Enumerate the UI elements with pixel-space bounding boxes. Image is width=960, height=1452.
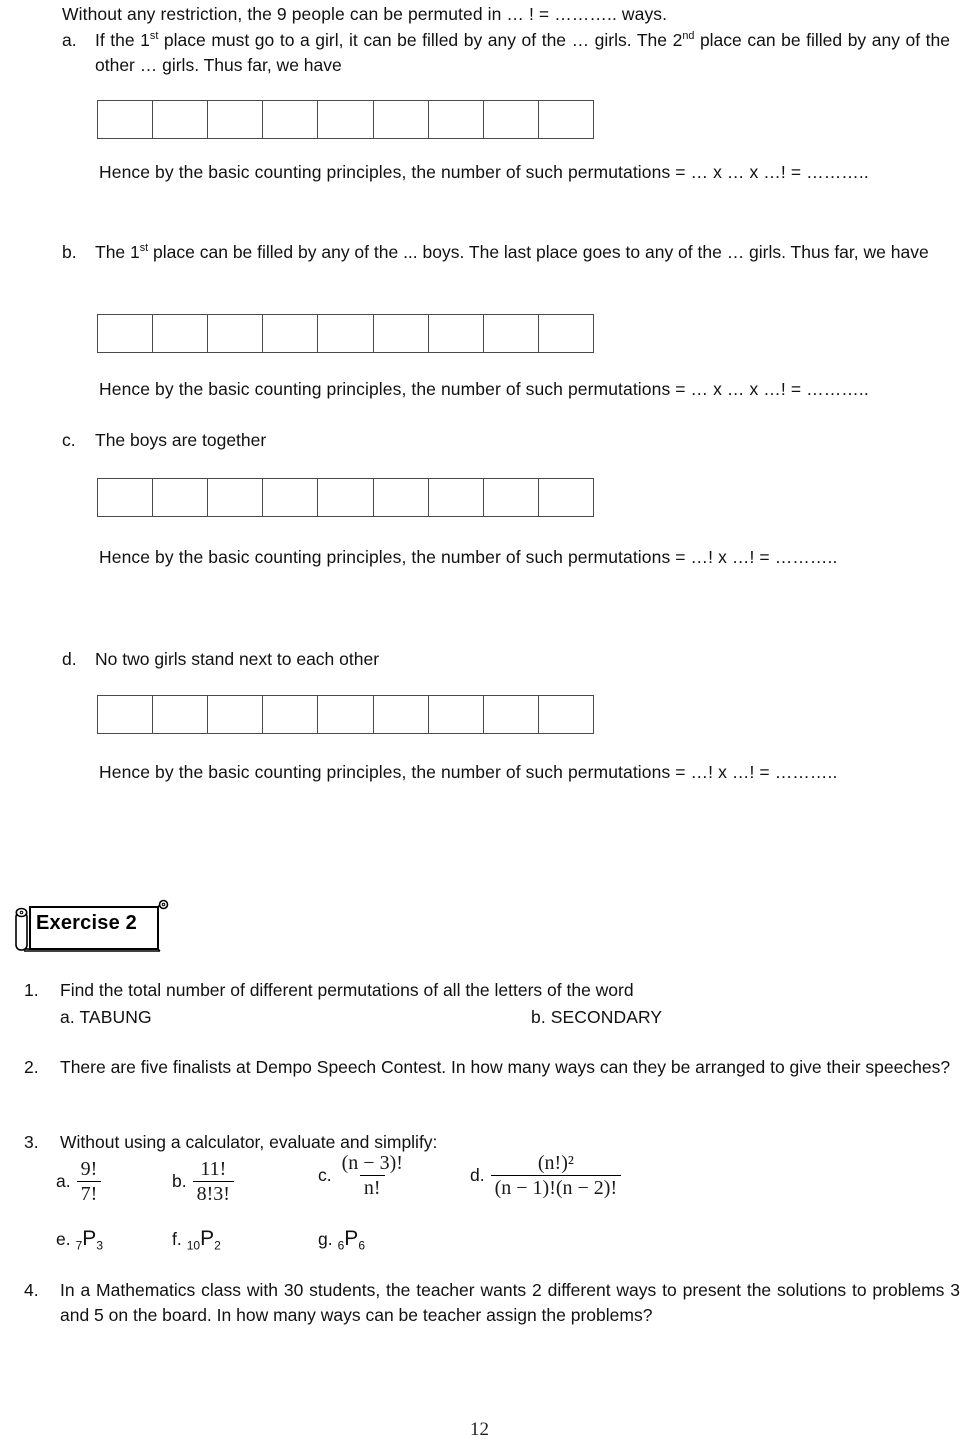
grid-cell[interactable]	[429, 101, 484, 138]
part-d-text: No two girls stand next to each other	[95, 649, 380, 669]
grid-cell[interactable]	[208, 479, 263, 516]
grid-cell[interactable]	[153, 101, 208, 138]
question-1-number: 1.	[24, 980, 39, 1000]
grid-cell[interactable]	[539, 696, 594, 733]
grid-cell[interactable]	[374, 479, 429, 516]
grid-cell[interactable]	[318, 696, 373, 733]
question-3-number: 3.	[24, 1132, 39, 1152]
part-b-marker: b.	[62, 242, 77, 262]
permutation-e-left-sub: 7	[75, 1238, 83, 1253]
part-d-conclusion: Hence by the basic counting principles, the number of such permutations = …! x …! = ………..	[99, 762, 838, 782]
part-c-marker: c.	[62, 430, 76, 450]
part-c-conclusion: Hence by the basic counting principles, the number of such permutations = …! x …! = ………..	[99, 547, 838, 567]
permutation-g-expression	[338, 1227, 365, 1251]
question-2-text: There are five finalists at Dempo Speech Contest. In how many ways can they be arranged to give their speeches?	[60, 1057, 951, 1077]
permutation-g-left-sub: 6	[337, 1238, 345, 1253]
grid-cell[interactable]	[539, 101, 594, 138]
permutation-g-label: g.	[318, 1228, 333, 1249]
fraction-b-denominator: 8!3!	[193, 1181, 234, 1205]
page-number: 12	[470, 1419, 489, 1440]
part-a-text-2: place must go to a girl, it can be filled by any of the … girls. The 2	[158, 30, 683, 50]
grid-cell[interactable]	[539, 479, 594, 516]
fraction-d-label: d.	[470, 1165, 485, 1186]
permutation-box-grid-1	[97, 100, 594, 139]
fraction-c-denominator: n!	[360, 1175, 385, 1199]
grid-cell[interactable]	[484, 101, 539, 138]
part-c-text: The boys are together	[95, 430, 267, 450]
grid-cell[interactable]	[374, 696, 429, 733]
grid-cell[interactable]	[318, 101, 373, 138]
grid-cell[interactable]	[429, 315, 484, 352]
fraction-d-denominator: (n − 1)!(n − 2)!	[491, 1175, 622, 1199]
permutation-f-left-sub: 10	[186, 1238, 201, 1253]
grid-cell[interactable]	[208, 696, 263, 733]
grid-cell[interactable]	[484, 479, 539, 516]
grid-cell[interactable]	[484, 315, 539, 352]
question-3-permutation-f	[172, 1227, 221, 1251]
grid-cell[interactable]	[98, 315, 153, 352]
fraction-d-numerator: (n!)²	[537, 1152, 574, 1174]
fraction-b	[193, 1158, 234, 1206]
grid-cell[interactable]	[263, 315, 318, 352]
permutation-e-right-sub: 3	[96, 1238, 103, 1253]
question-4-number: 4.	[24, 1280, 39, 1300]
part-c	[62, 428, 952, 453]
fraction-a	[77, 1158, 102, 1206]
question-1-text: Find the total number of different permutations of all the letters of the word	[60, 980, 634, 1000]
part-b-sup-1: st	[139, 242, 149, 255]
fraction-b-label: b.	[172, 1171, 187, 1192]
fraction-a-numerator: 9!	[80, 1158, 98, 1180]
question-3-permutation-g	[318, 1227, 365, 1251]
part-d-marker: d.	[62, 649, 77, 669]
part-b-text	[95, 240, 950, 265]
permutation-box-grid-4	[97, 695, 594, 734]
part-a-conclusion: Hence by the basic counting principles, the number of such permutations = … x … x …! = ………..	[99, 162, 869, 182]
fraction-a-denominator: 7!	[77, 1181, 102, 1205]
part-a-text-3: place can be filled by any of the other … girls. Thus far, we have	[95, 30, 951, 75]
question-3-fraction-b	[172, 1158, 234, 1206]
question-3-fraction-d	[470, 1152, 621, 1200]
question-3-text: Without using a calculator, evaluate and simplify:	[60, 1132, 438, 1152]
grid-cell[interactable]	[374, 315, 429, 352]
grid-cell[interactable]	[429, 696, 484, 733]
part-b	[62, 240, 952, 265]
question-1-option-a[interactable]: a. TABUNG	[60, 1007, 152, 1027]
question-2	[24, 1055, 960, 1080]
grid-cell[interactable]	[429, 479, 484, 516]
question-1	[24, 978, 944, 1003]
permutation-e-label: e.	[56, 1228, 71, 1249]
grid-cell[interactable]	[153, 315, 208, 352]
part-a	[62, 28, 952, 78]
grid-cell[interactable]	[98, 479, 153, 516]
part-a-marker: a.	[62, 30, 77, 50]
question-4-text: In a Mathematics class with 30 students, the teacher wants 2 different ways to present the solutions to problems 3 and 5 on the board. In how many ways can be teacher assign the problems?	[60, 1280, 960, 1325]
question-3-fraction-c	[318, 1152, 407, 1200]
permutation-g-symbol: P	[344, 1227, 359, 1250]
grid-cell[interactable]	[374, 101, 429, 138]
permutation-f-expression	[187, 1227, 221, 1251]
question-4	[24, 1278, 960, 1328]
fraction-c-numerator: (n − 3)!	[341, 1152, 403, 1174]
grid-cell[interactable]	[263, 479, 318, 516]
intro-line: Without any restriction, the 9 people can be permuted in … ! = ……….. ways.	[62, 4, 668, 24]
permutation-f-symbol: P	[200, 1227, 215, 1250]
exercise-banner	[8, 898, 176, 952]
permutation-g-right-sub: 6	[358, 1238, 365, 1253]
fraction-c-label: c.	[318, 1165, 332, 1186]
grid-cell[interactable]	[539, 315, 594, 352]
fraction-c	[338, 1152, 407, 1200]
part-d	[62, 647, 952, 672]
part-a-sup-1: st	[149, 30, 159, 43]
grid-cell[interactable]	[153, 696, 208, 733]
permutation-f-label: f.	[172, 1228, 182, 1249]
grid-cell[interactable]	[484, 696, 539, 733]
part-a-sup-2: nd	[682, 30, 695, 43]
grid-cell[interactable]	[153, 479, 208, 516]
grid-cell[interactable]	[318, 479, 373, 516]
grid-cell[interactable]	[208, 315, 263, 352]
question-3-permutation-e	[56, 1227, 103, 1251]
part-a-text-1: If the 1	[95, 30, 150, 50]
fraction-a-label: a.	[56, 1171, 71, 1192]
grid-cell[interactable]	[263, 696, 318, 733]
permutation-box-grid-3	[97, 478, 594, 517]
permutation-e-expression	[76, 1227, 103, 1251]
grid-cell[interactable]	[318, 315, 373, 352]
grid-cell[interactable]	[208, 101, 263, 138]
grid-cell[interactable]	[98, 101, 153, 138]
fraction-b-numerator: 11!	[200, 1158, 227, 1180]
grid-cell[interactable]	[98, 696, 153, 733]
grid-cell[interactable]	[263, 101, 318, 138]
part-b-text-2: place can be filled by any of the ... boys. The last place goes to any of the … girls. Thus far, we have	[148, 242, 929, 262]
part-a-text	[95, 28, 950, 78]
permutation-f-right-sub: 2	[214, 1238, 221, 1253]
fraction-d	[491, 1152, 622, 1200]
permutation-e-symbol: P	[82, 1227, 97, 1250]
part-b-text-1: The 1	[95, 242, 140, 262]
question-2-number: 2.	[24, 1057, 39, 1077]
question-3-fraction-a	[56, 1158, 101, 1206]
question-1-option-b[interactable]: b. SECONDARY	[531, 1007, 663, 1027]
permutation-box-grid-2	[97, 314, 594, 353]
exercise-banner-title: Exercise 2	[36, 912, 137, 934]
part-b-conclusion: Hence by the basic counting principles, the number of such permutations = … x … x …! = ………..	[99, 379, 869, 399]
